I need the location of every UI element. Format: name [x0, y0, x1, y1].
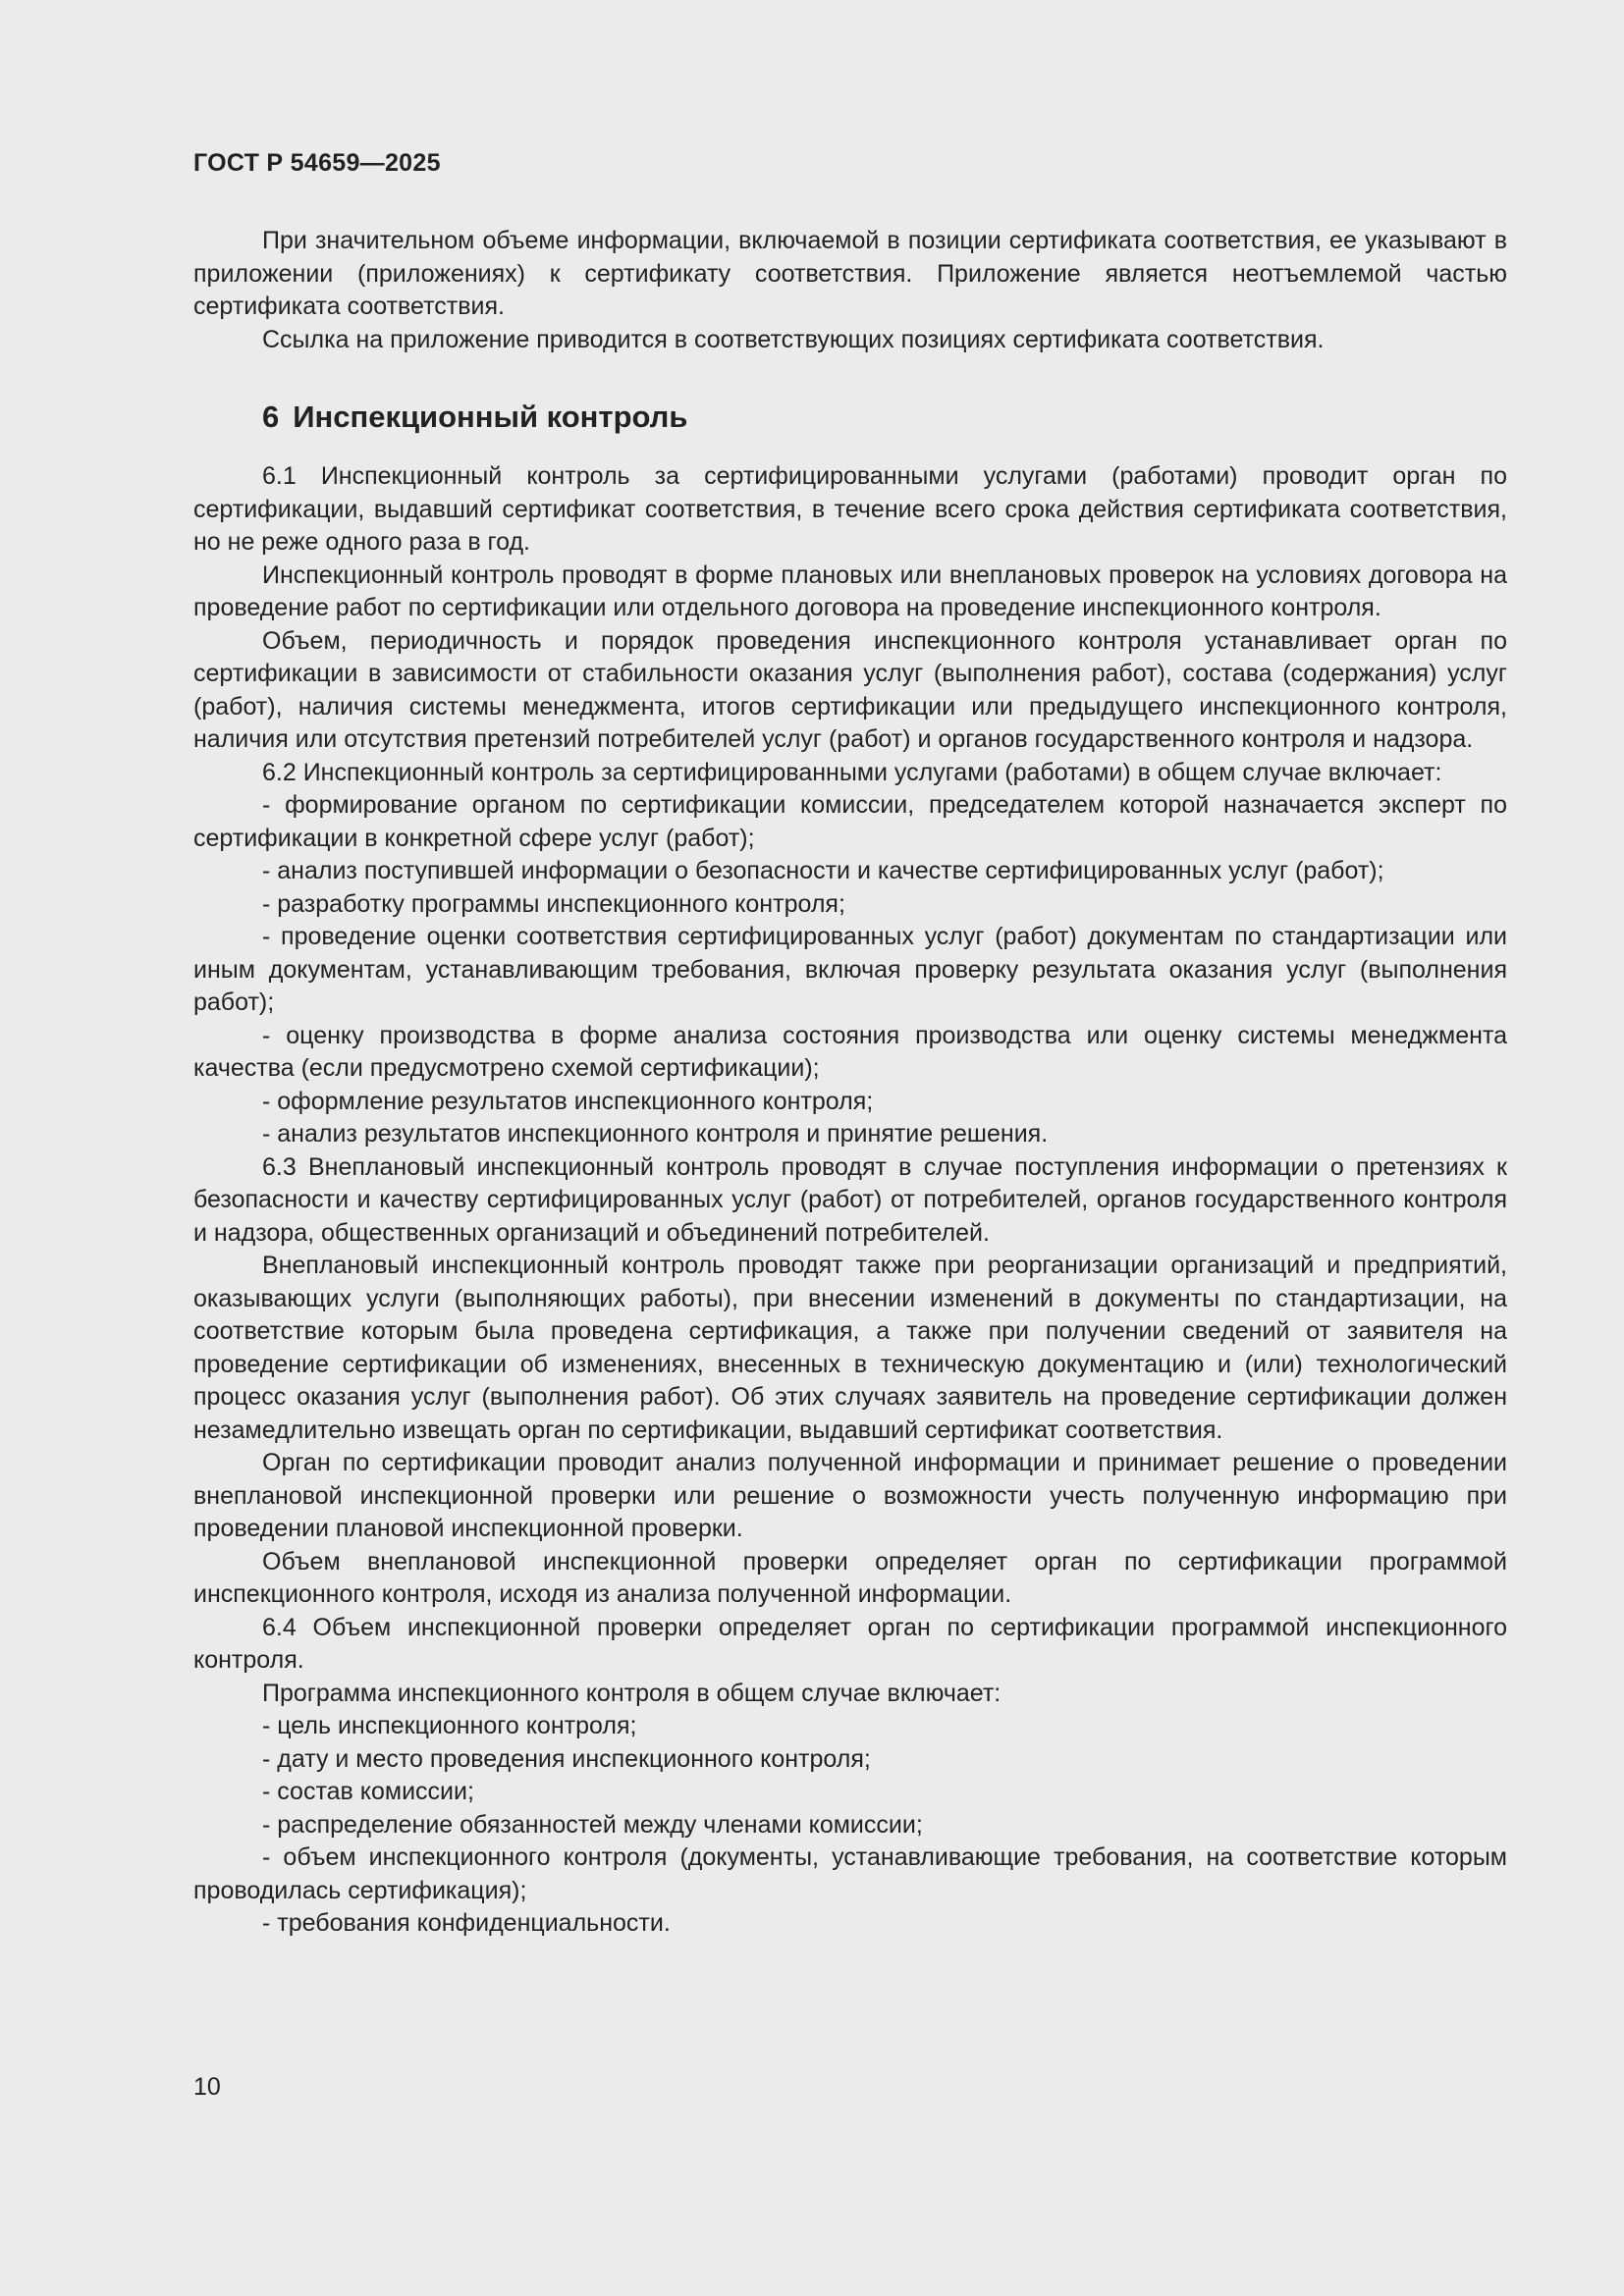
- list-item: - состав комиссии;: [262, 1778, 474, 1805]
- section-heading: [262, 398, 1507, 437]
- list-item: - цель инспекционного контроля;: [262, 1712, 637, 1739]
- list-item: - анализ поступившей информации о безопасности и качестве сертифицированных услуг (работ);: [262, 857, 1384, 884]
- paragraph-6-3: 6.3 Внеплановый инспекционный контроль проводят в случае поступления информации о претензиях к безопасности и качеству сертифицированных услуг (работ) от потребителей, органов государственного контроля и надзора, общественных организаций и объединений потребителей.: [193, 1152, 1507, 1247]
- paragraph-6-4: 6.4 Объем инспекционной проверки определяет орган по сертификации программой инспекционного контроля.: [193, 1613, 1507, 1674]
- paragraph-6-3-d: Объем внеплановой инспекционной проверки определяет орган по сертификации программой инспекционного контроля, исходя из анализа полученной информации.: [193, 1547, 1507, 1608]
- list-item: - оценку производства в форме анализа состояния производства или оценку системы менеджмента качества (если предусмотрено схемой сертификации);: [193, 1021, 1507, 1082]
- paragraph-6-1-b: Инспекционный контроль проводят в форме плановых или внеплановых проверок на условиях договора на проведение работ по сертификации или отдельного договора на проведение инспекционного контроля.: [193, 561, 1507, 621]
- paragraph-6-3-b: Внеплановый инспекционный контроль проводят также при реорганизации организаций и предприятий, оказывающих услуги (выполняющих работы), при внесении изменений в документы по стандартизации, на соответствие которым была проведена сертификация, а также при получении сведений от заявителя на проведение сертификации об изменениях, внесенных в техническую документацию и (или) технологический процесс оказания услуг (выполнения работ). Об этих случаях заявитель на проведение сертификации должен незамедлительно извещать орган по сертификации, выдавший сертификат соответствия.: [193, 1252, 1507, 1444]
- paragraph-6-4-b: Программа инспекционного контроля в общем случае включает:: [262, 1679, 1001, 1707]
- list-item: - анализ результатов инспекционного контроля и принятие решения.: [262, 1120, 1049, 1148]
- document-header: ГОСТ Р 54659—2025: [193, 149, 441, 177]
- list-item: - дату и место проведения инспекционного контроля;: [262, 1744, 871, 1773]
- intro-paragraph-2: Ссылка на приложение приводится в соответствующих позициях сертификата соответствия.: [262, 325, 1325, 353]
- page-content: [193, 225, 1507, 1941]
- paragraph-6-1: 6.1 Инспекционный контроль за сертифицированными услугами (работами) проводит орган по сертификации, выдавший сертификат соответствия, в течение всего срока действия сертификата соответствия, но не реже одного раза в год.: [193, 462, 1507, 556]
- section-number: 6: [262, 400, 280, 434]
- intro-paragraph-1: При значительном объеме информации, включаемой в позиции сертификата соответствия, ее указывают в приложении (приложениях) к сертификату соответствия. Приложение является неотъемлемой частью сертификата соответствия.: [193, 227, 1507, 320]
- list-item: - проведение оценки соответствия сертифицированных услуг (работ) документам по стандартизации или иным документам, устанавливающим требования, включая проверку результата оказания услуг (выполнения работ);: [193, 923, 1507, 1016]
- list-item: - разработку программы инспекционного контроля;: [262, 889, 845, 918]
- list-item: - формирование органом по сертификации комиссии, председателем которой назначается эксперт по сертификации в конкретной сфере услуг (работ);: [193, 791, 1507, 852]
- paragraph-6-1-c: Объем, периодичность и порядок проведения инспекционного контроля устанавливает орган по сертификации в зависимости от стабильности оказания услуг (выполнения работ), состава (содержания) услуг (работ), наличия системы менеджмента, итогов сертификации или предыдущего инспекционного контроля, наличия или отсутствия претензий потребителей услуг (работ) и органов государственного контроля и надзора.: [193, 626, 1507, 753]
- list-item: - оформление результатов инспекционного контроля;: [262, 1087, 874, 1115]
- list-item: - требования конфиденциальности.: [262, 1909, 671, 1937]
- paragraph-6-3-c: Орган по сертификации проводит анализ полученной информации и принимает решение о проведении внеплановой инспекционной проверки или решение о возможности учесть полученную информацию при проведении плановой инспекционной проверки.: [193, 1449, 1507, 1542]
- section-title: Инспекционный контроль: [293, 400, 688, 434]
- list-item: - объем инспекционного контроля (документы, устанавливающие требования, на соответствие которым проводилась сертификация);: [193, 1843, 1507, 1904]
- paragraph-6-2: 6.2 Инспекционный контроль за сертифицированными услугами (работами) в общем случае включает:: [262, 758, 1442, 786]
- page-number: 10: [193, 2073, 221, 2101]
- list-item: - распределение обязанностей между членами комиссии;: [262, 1810, 923, 1839]
